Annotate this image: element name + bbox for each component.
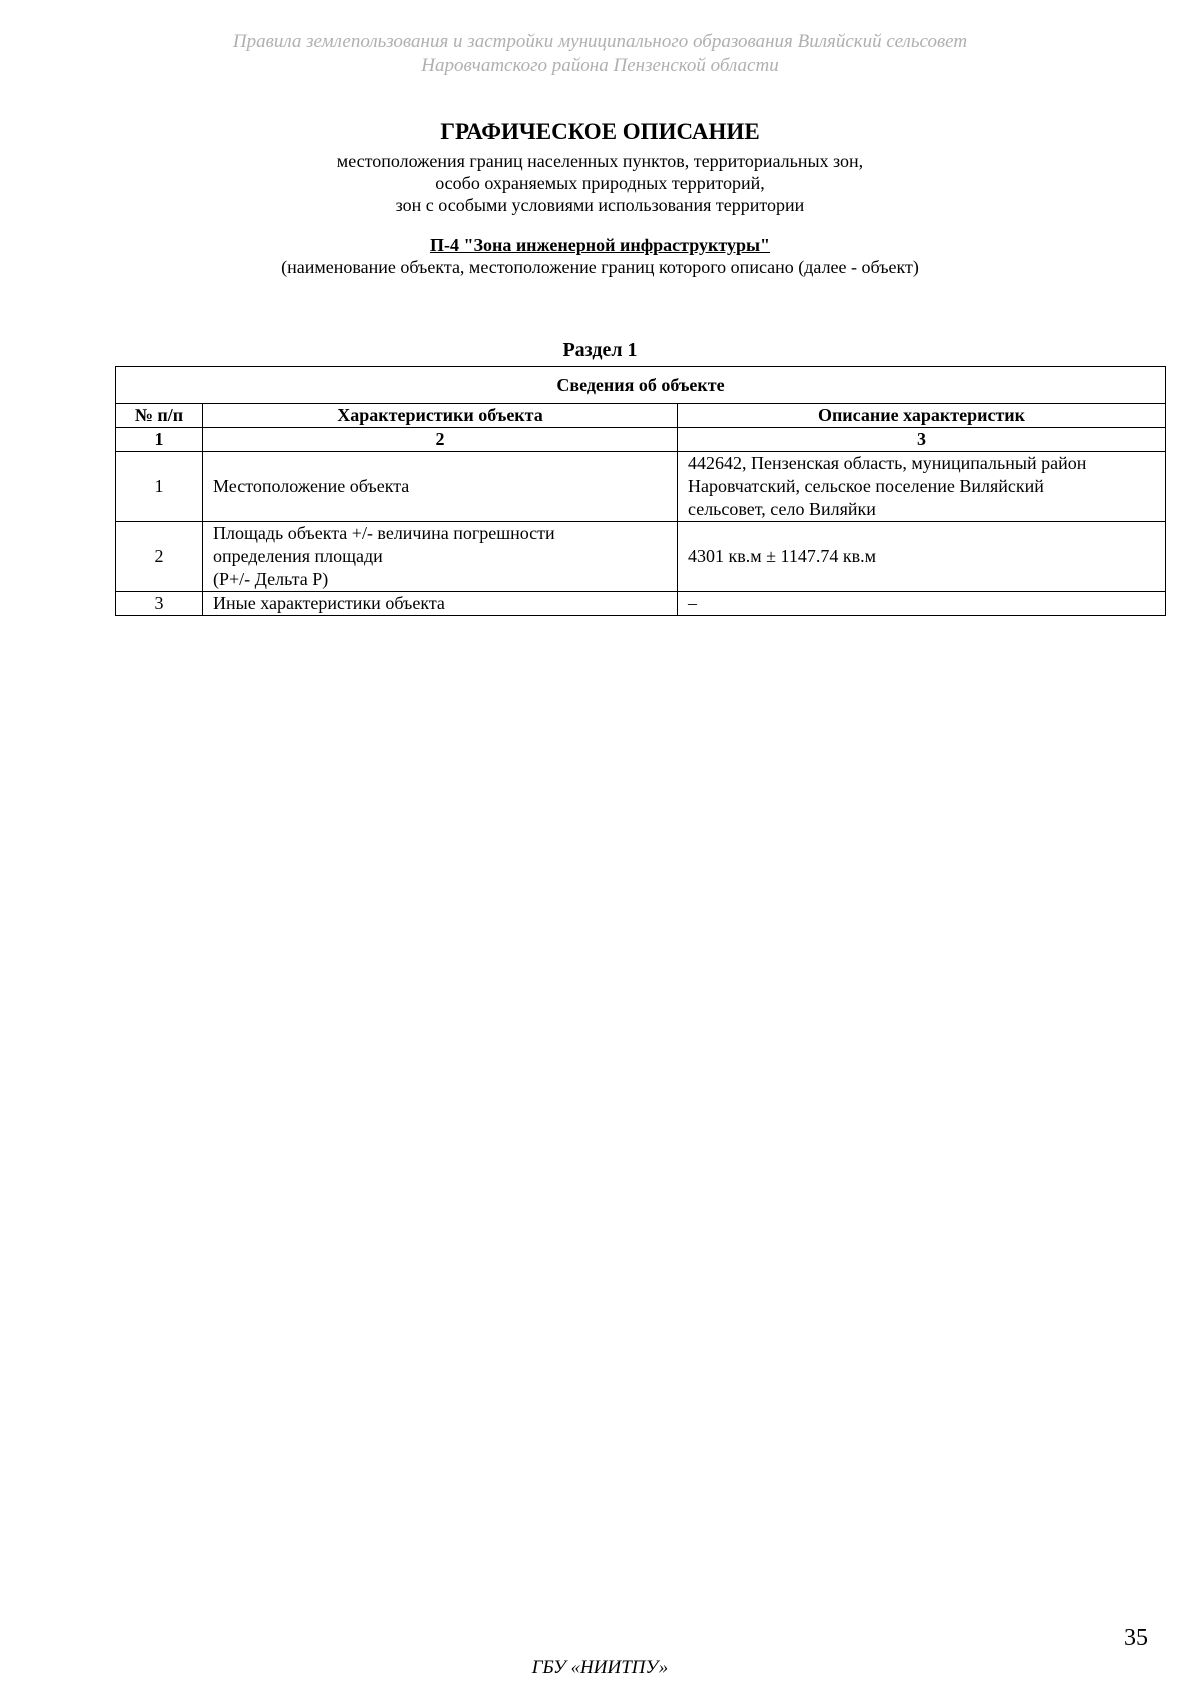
row-characteristic-line: Площадь объекта +/- величина погрешности (213, 523, 555, 543)
section-title: Раздел 1 (562, 339, 638, 361)
row-description-line: Наровчатский, сельское поселение Виляйский (688, 476, 1044, 496)
page-number: 35 (1124, 1625, 1148, 1651)
row-description-line: 442642, Пензенская область, муниципальный район (688, 453, 1087, 473)
row-number: 3 (116, 592, 203, 616)
row-characteristic (203, 592, 678, 616)
column-header-characteristics: Характеристики объекта (203, 404, 678, 428)
row-characteristic-line: Иные характеристики объекта (213, 593, 445, 613)
subtitle-line-3: зон с особыми условиями использования территории (395, 195, 805, 215)
table-header-row (116, 404, 1166, 428)
column-header-description: Описание характеристик (678, 404, 1166, 428)
column-number-2: 2 (203, 428, 678, 452)
subtitle-line-2: особо охраняемых природных территорий, (435, 173, 765, 193)
row-characteristic-line: определения площади (213, 546, 383, 566)
running-header-line-1: Правила землепользования и застройки муниципального образования Виляйский сельсовет (232, 31, 968, 52)
title-block (0, 118, 1200, 278)
page-footer: ГБУ «НИИТПУ» (531, 1657, 669, 1678)
table-row (116, 522, 1166, 592)
row-description-line: 4301 кв.м ± 1147.74 кв.м (688, 546, 876, 566)
column-header-number: № п/п (116, 404, 203, 428)
column-number-3: 3 (678, 428, 1166, 452)
row-characteristic (203, 452, 678, 522)
running-header-line-2: Наровчатского района Пензенской области (421, 55, 779, 76)
object-caption: (наименование объекта, местоположение границ которого описано (далее - объект) (281, 257, 919, 277)
object-info-table (115, 366, 1166, 616)
table-row (116, 592, 1166, 616)
row-number: 1 (116, 452, 203, 522)
row-characteristic-line: (Р+/- Дельта Р) (213, 569, 329, 589)
table-caption: Сведения об объекте (116, 367, 1166, 404)
table-caption-row (116, 367, 1166, 404)
column-number-1: 1 (116, 428, 203, 452)
subtitle-line-1: местоположения границ населенных пунктов, территориальных зон, (336, 151, 864, 171)
row-description (678, 452, 1166, 522)
row-description (678, 522, 1166, 592)
document-title: ГРАФИЧЕСКОЕ ОПИСАНИЕ (440, 119, 760, 144)
row-description-line: сельсовет, село Виляйки (688, 499, 876, 519)
row-description (678, 592, 1166, 616)
table-row (116, 452, 1166, 522)
column-number-row (116, 428, 1166, 452)
running-header (0, 30, 1200, 78)
object-name: П-4 "Зона инженерной инфраструктуры" (429, 235, 771, 255)
row-description-line: – (688, 593, 697, 613)
row-characteristic (203, 522, 678, 592)
row-number: 2 (116, 522, 203, 592)
row-characteristic-line: Местоположение объекта (213, 476, 410, 496)
